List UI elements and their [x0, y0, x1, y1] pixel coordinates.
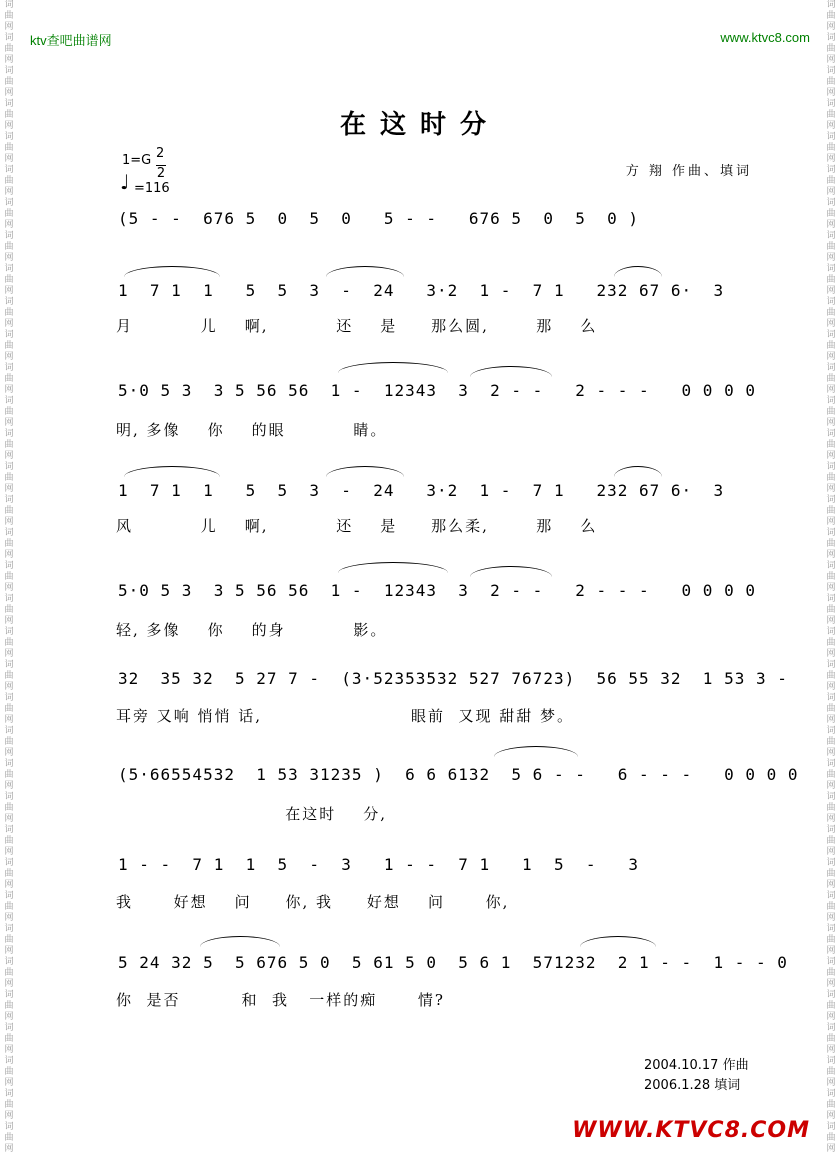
- score-line: 32 35 32 5 27 7 - (3·52353532 527 76723) 56 55 32 1 53 3 -: [118, 669, 788, 688]
- key-signature: 1=G: [122, 153, 152, 168]
- score-line: 5·0 5 3 3 5 56 56 1 - 12343 3 2 - - 2 - - - 0 0 0 0: [118, 381, 756, 400]
- slur-mark: [338, 362, 448, 373]
- slur-mark: [470, 566, 552, 577]
- lyric-line: 我 好想 问 你, 我 好想 问 你,: [116, 893, 510, 911]
- slur-mark: [326, 466, 404, 477]
- score-line: (5·66554532 1 53 31235 ) 6 6 6132 5 6 - - 6 - - - 0 0 0 0: [118, 765, 799, 784]
- compose-date: 2004.10.17 作曲: [644, 1058, 749, 1073]
- slur-mark: [614, 266, 662, 277]
- slur-mark: [326, 266, 404, 277]
- slur-mark: [470, 366, 552, 377]
- site-url-header: www.ktvc8.com: [720, 30, 810, 45]
- score-line: (5 - - 676 5 0 5 0 5 - - 676 5 0 5 0 ): [118, 209, 640, 228]
- lyric-line: 在这时 分,: [116, 805, 388, 823]
- site-logo: WWW.KTVC8.COM: [572, 1118, 810, 1143]
- lyric-line: 你 是否 和 我 一样的痴 情?: [116, 991, 445, 1009]
- time-signature-bottom: 2: [156, 166, 166, 181]
- score-line: 5·0 5 3 3 5 56 56 1 - 12343 3 2 - - 2 - - - 0 0 0 0: [118, 581, 756, 600]
- slur-mark: [614, 466, 662, 477]
- slur-mark: [200, 936, 280, 947]
- lyric-line: 风 儿 啊, 还 是 那么柔, 那 么: [116, 517, 598, 535]
- right-watermark-strip: 词曲网 词曲网 词曲网 词曲网 词曲网 词曲网 词曲网 词曲网 词曲网 词曲网 词曲网 词曲网 词曲网 词曲网 词曲网 词曲网 词曲网 词曲网 词曲网 词曲网 词曲网 词曲网 词曲网 词曲网 词曲网 词曲网 词曲网 词曲网 词曲网 词曲网 词曲网 词曲网 词曲网 词曲网 词曲网: [826, 0, 836, 1154]
- time-signature-top: 2: [156, 146, 165, 161]
- slur-mark: [338, 562, 448, 573]
- site-name-header: ktv查吧曲谱网: [30, 33, 112, 48]
- slur-mark: [580, 936, 656, 947]
- left-watermark-strip: 词曲网 词曲网 词曲网 词曲网 词曲网 词曲网 词曲网 词曲网 词曲网 词曲网 词曲网 词曲网 词曲网 词曲网 词曲网 词曲网 词曲网 词曲网 词曲网 词曲网 词曲网 词曲网 词曲网 词曲网 词曲网 词曲网 词曲网 词曲网 词曲网 词曲网 词曲网 词曲网 词曲网 词曲网 词曲网: [4, 0, 14, 1154]
- score-line: 5 24 32 5 5 676 5 0 5 61 5 0 5 6 1 571232 2 1 - - 1 - - 0: [118, 953, 788, 972]
- lyrics-date: 2006.1.28 填词: [644, 1078, 741, 1093]
- song-title: 在这时分: [339, 110, 500, 140]
- slur-mark: [494, 746, 578, 757]
- tempo-marking: =116: [134, 181, 170, 196]
- score-line: 1 7 1 1 5 5 3 - 24 3·2 1 - 7 1 232 67 6· 3: [118, 281, 725, 300]
- author-credit: 方 翔 作曲、填词: [625, 164, 752, 179]
- lyric-line: 轻, 多像 你 的身 影。: [116, 621, 388, 639]
- lyric-line: 月 儿 啊, 还 是 那么圆, 那 么: [116, 317, 598, 335]
- slur-mark: [124, 466, 220, 477]
- lyric-line: 耳旁 又响 悄悄 话, 眼前 又现 甜甜 梦。: [116, 707, 575, 725]
- quarter-note-icon: ♩: [120, 170, 130, 194]
- score-line: 1 7 1 1 5 5 3 - 24 3·2 1 - 7 1 232 67 6· 3: [118, 481, 725, 500]
- score-line: 1 - - 7 1 1 5 - 3 1 - - 7 1 1 5 - 3: [118, 855, 640, 874]
- slur-mark: [124, 266, 220, 277]
- lyric-line: 明, 多像 你 的眼 睛。: [116, 421, 388, 439]
